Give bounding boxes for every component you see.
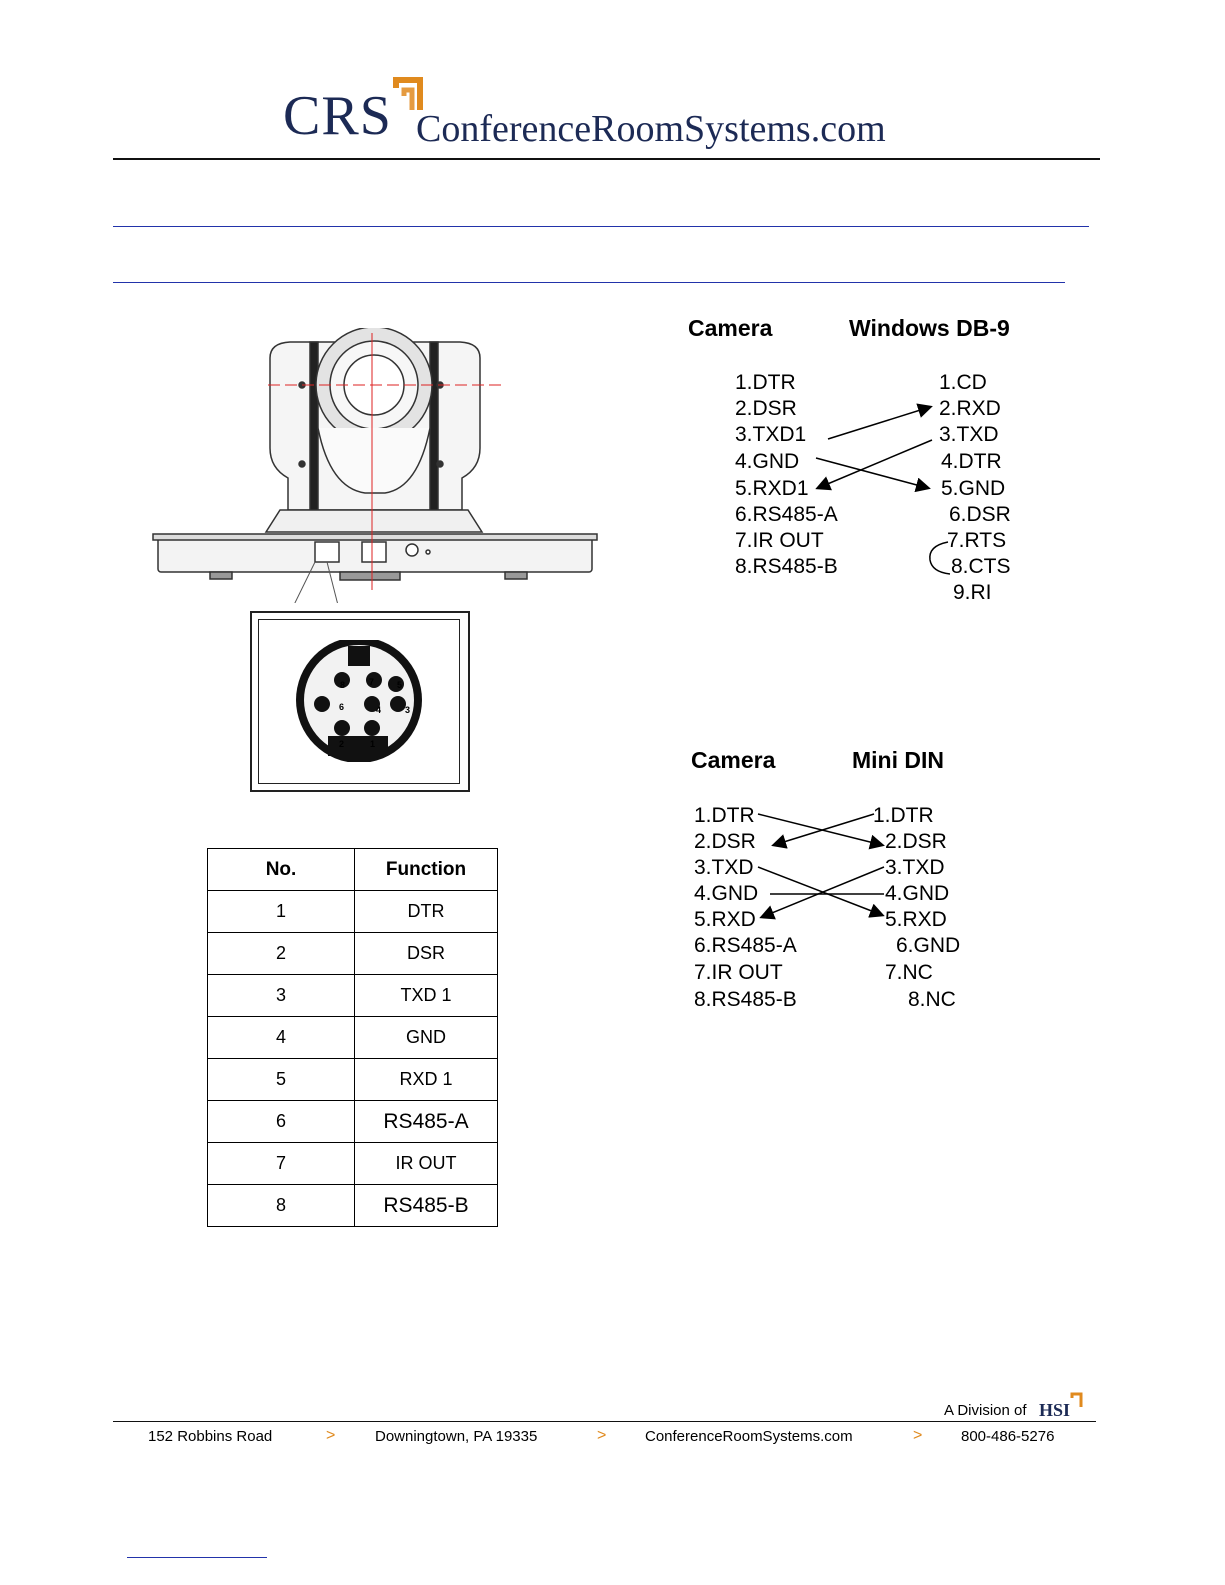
db9-title-windows: Windows DB-9 [849, 315, 1010, 341]
camera-rear-illustration [150, 328, 600, 603]
table-cell-no: 8 [208, 1185, 355, 1227]
table-cell-no: 2 [208, 933, 355, 975]
table-row [208, 1101, 498, 1143]
db9-camera-pin: 1.DTR [735, 371, 796, 394]
bottom-link-underline [127, 1557, 267, 1558]
db9-windows-pin: 6.DSR [949, 503, 1011, 526]
footer-website-link[interactable]: ConferenceRoomSystems.com [645, 1428, 853, 1445]
minidin-pin: 4.GND [885, 882, 950, 905]
table-cell-no: 3 [208, 975, 355, 1017]
db9-camera-pin: 6.RS485-A [735, 503, 838, 526]
table-header-no: No. [208, 849, 355, 891]
db9-windows-pin: 9.RI [953, 581, 992, 604]
minidin-pin: 3.TXD [885, 856, 945, 879]
connector-pin-label: 6 [339, 702, 345, 712]
db9-wiring-lines [680, 360, 1020, 600]
table-cell-no: 1 [208, 891, 355, 933]
footer-separator-icon: > [913, 1427, 923, 1444]
db9-windows-pin: 3.TXD [939, 423, 999, 446]
table-cell-function: IR OUT [355, 1143, 498, 1185]
db9-windows-pin: 4.DTR [941, 450, 1002, 473]
db9-camera-pin: 8.RS485-B [735, 555, 838, 578]
footer-separator-icon: > [597, 1427, 607, 1444]
blank-link-line-2 [113, 282, 1065, 283]
minidin-camera-pin: 8.RS485-B [694, 988, 797, 1011]
db9-windows-pin: 2.RXD [939, 397, 1001, 420]
table-row [208, 1185, 498, 1227]
connector-pin-label: 2 [339, 739, 345, 749]
table-cell-function: RS485-A [355, 1101, 498, 1143]
connector-pin-label: 7 [369, 677, 375, 687]
table-row [208, 891, 498, 933]
minidin-title-camera: Camera [691, 747, 776, 773]
db9-windows-pin: 7.RTS [947, 529, 1007, 552]
minidin-pin: 7.NC [885, 961, 933, 984]
table-cell-no: 4 [208, 1017, 355, 1059]
table-row [208, 933, 498, 975]
table-header-function: Function [355, 849, 498, 891]
table-cell-function: GND [355, 1017, 498, 1059]
hsi-brand: HSI [1039, 1400, 1071, 1420]
table-cell-function: DTR [355, 891, 498, 933]
minidin-pin: 2.DSR [885, 830, 947, 853]
hsi-logo-mark-icon [1070, 1392, 1084, 1408]
minidin-camera-pin: 1.DTR [694, 804, 755, 827]
footer-phone: 800-486-5276 [961, 1428, 1055, 1445]
minidin-camera-pin: 3.TXD [694, 856, 754, 879]
table-header-row [208, 849, 498, 891]
table-cell-function: TXD 1 [355, 975, 498, 1017]
table-cell-no: 6 [208, 1101, 355, 1143]
minidin-camera-pin: 5.RXD [694, 908, 756, 931]
minidin-wiring-lines [680, 795, 980, 935]
table-row [208, 1059, 498, 1101]
table-cell-no: 5 [208, 1059, 355, 1101]
division-prefix: A Division of [944, 1402, 1027, 1419]
table-cell-function: RS485-B [355, 1185, 498, 1227]
table-row [208, 1017, 498, 1059]
connector-pin-label: 3 [405, 705, 411, 715]
connector-pin-label: 8 [340, 680, 346, 690]
minidin-title-mini-din: Mini DIN [852, 747, 944, 773]
db9-camera-pin: 3.TXD1 [735, 423, 807, 446]
db9-windows-pin: 1.CD [939, 371, 987, 394]
blank-link-line-1 [113, 226, 1089, 227]
footer-city: Downingtown, PA 19335 [375, 1428, 538, 1445]
footer-divider [113, 1421, 1096, 1422]
mini-din-connector-icon [292, 640, 426, 762]
table-row [208, 1143, 498, 1185]
minidin-camera-pin: 4.GND [694, 882, 759, 905]
logo-crs-text: CRS [283, 85, 392, 147]
header-divider [113, 158, 1100, 160]
db9-camera-pin: 4.GND [735, 450, 800, 473]
connector-pin-label: 5 [397, 680, 403, 690]
table-cell-function: DSR [355, 933, 498, 975]
db9-camera-pin: 5.RXD1 [735, 477, 809, 500]
connector-pin-label: 4 [376, 705, 382, 715]
db9-camera-pin: 7.IR OUT [735, 529, 824, 552]
minidin-camera-pin: 7.IR OUT [694, 961, 783, 984]
pin-function-table [207, 848, 498, 1227]
db9-windows-pin: 8.CTS [951, 555, 1011, 578]
table-cell-function: RXD 1 [355, 1059, 498, 1101]
db9-camera-pin: 2.DSR [735, 397, 797, 420]
db9-windows-pin: 5.GND [941, 477, 1006, 500]
minidin-pin: 8.NC [908, 988, 956, 1011]
table-cell-no: 7 [208, 1143, 355, 1185]
db9-title-camera: Camera [688, 315, 773, 341]
logo-domain-text: ConferenceRoomSystems.com [416, 108, 886, 150]
footer-separator-icon: > [326, 1427, 336, 1444]
minidin-pin: 6.GND [896, 934, 961, 957]
footer-address: 152 Robbins Road [148, 1428, 273, 1445]
minidin-camera-pin: 2.DSR [694, 830, 756, 853]
connector-pin-label: 1 [370, 739, 376, 749]
minidin-pin: 1.DTR [873, 804, 934, 827]
minidin-camera-pin: 6.RS485-A [694, 934, 797, 957]
minidin-pin: 5.RXD [885, 908, 947, 931]
table-row [208, 975, 498, 1017]
